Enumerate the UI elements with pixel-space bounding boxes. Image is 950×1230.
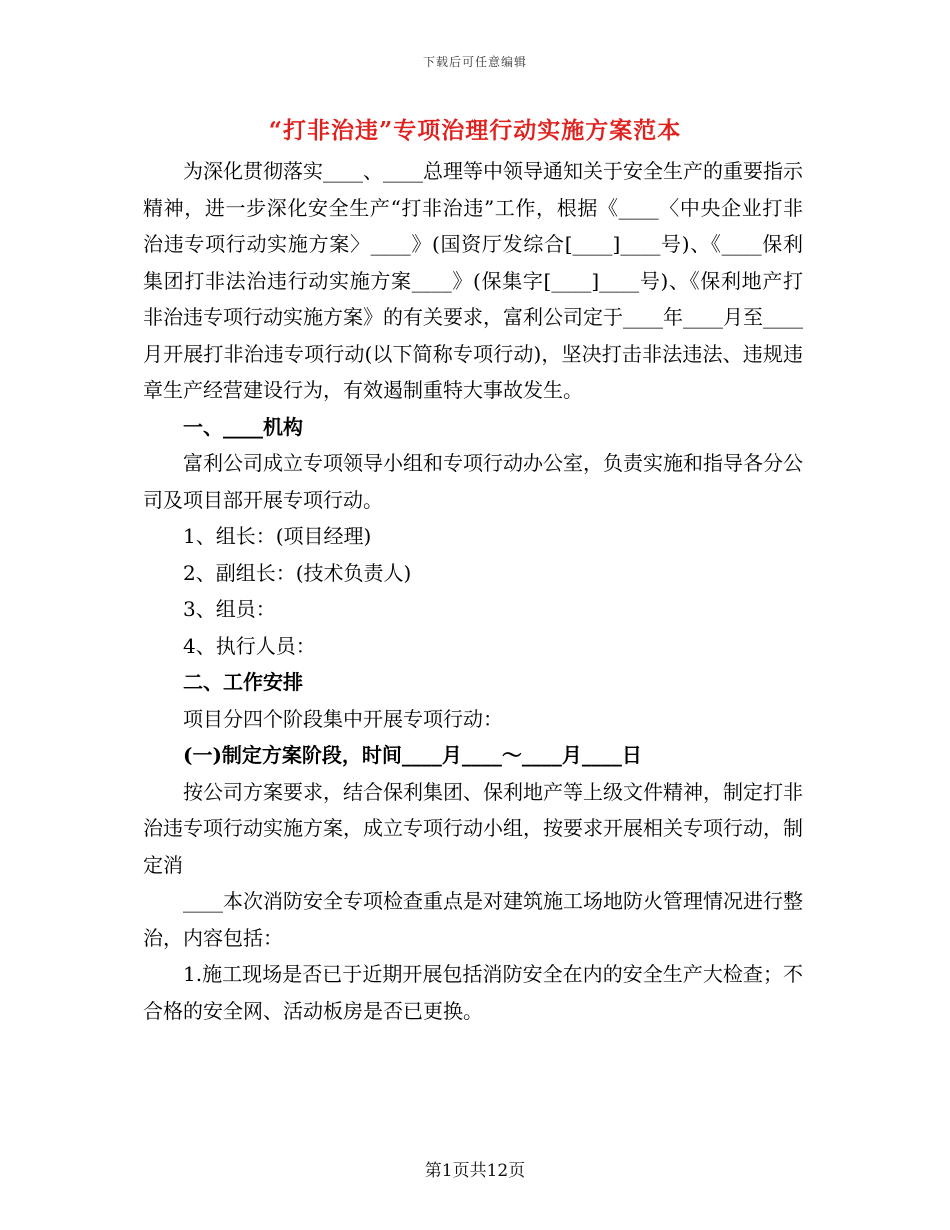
page-number-footer: 第1页共12页	[424, 1161, 526, 1181]
list-item-members: 3、组员：	[183, 597, 276, 621]
stages-paragraph: 项目分四个阶段集中开展专项行动：	[183, 706, 503, 731]
stage-one-heading: (一)制定方案阶段，时间____月____～____月____日	[183, 743, 642, 767]
section-heading-organization: 一、____机构	[183, 414, 303, 439]
document-title: “打非治违”专项治理行动实施方案范本	[268, 117, 682, 144]
fire-safety-paragraph: ____本次消防安全专项检查重点是对建筑施工场地防火管理情况进行整治，内容包括：	[143, 889, 803, 950]
header-note: 下载后可任意编辑	[422, 55, 527, 69]
list-item-executors: 4、执行人员：	[183, 633, 316, 658]
stage-one-paragraph: 按公司方案要求，结合保利集团、保利地产等上级文件精神，制定打非治违专项行动实施方案，成立专项行动小组，按要求开展相关专项行动，制定消	[143, 779, 803, 877]
organization-paragraph: 富利公司成立专项领导小组和专项行动办公室，负责实施和指导各分公司及项目部开展专项行动。	[143, 451, 803, 512]
section-heading-work-arrangement: 二、工作安排	[183, 670, 303, 694]
intro-paragraph: 为深化贯彻落实____、____总理等中领导通知关于安全生产的重要指示精神，进一步深化安全生产“打非治违”工作，根据《____〈中央企业打非治违专项行动实施方案〉____》(国资厅发综合[____]____号)、《____保利集团打非法治违行动实施方案____》(保集字[____]____号)、《保利地产打非治违专项行动实施方案》的有关要求，富利公司定于____年____月至____月开展打非治违专项行动(以下简称专项行动)，坚决打击非法违法、违规违章生产经营建设行为，有效遏制重特大事故发生。	[143, 159, 803, 402]
list-item-leader: 1、组长：(项目经理)	[183, 524, 372, 548]
inspection-item-1: 1.施工现场是否已于近期开展包括消防安全在内的安全生产大检查；不合格的安全网、活动板房是否已更换。	[143, 962, 803, 1023]
list-item-deputy-leader: 2、副组长：(技术负责人)	[183, 560, 412, 585]
document-body	[143, 153, 803, 1029]
